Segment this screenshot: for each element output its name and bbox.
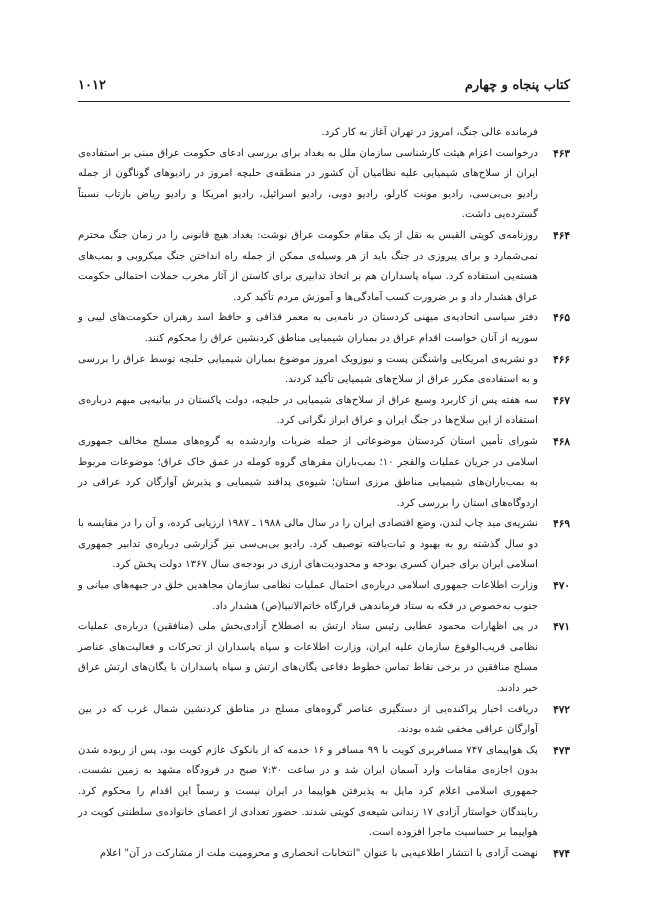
entry-text: دو نشریه‌ی امریکایی واشنگتن پست و نیوزویک امروز موضوع بمباران شیمیایی حلبچه توسط عراق را بررسی و به استفاده‌ی مکرر عراق از سلاح‌های شیمیایی تأکید کردند. bbox=[78, 353, 538, 386]
chronology-entry bbox=[78, 226, 570, 308]
entry-text: در پی اظهارات محمود عطایی رئیس ستاد ارتش به اصطلاح آزادی‌بخش ملی (منافقین) درباره‌ی عملیات نظامی قریب‌الوقوع سازمان علیه ایران، وزارت اطلاعات و سپاه پاسداران از تحرکات و فعالیت‌های عناصر مسلح منافقین در برخی نقاط تماس خطوط دفاعی یگان‌های ارتش و سپاه پاسداران با یگان‌های ارتش عراق خبر دادند. bbox=[78, 621, 538, 695]
entry-number: ۴۶۹ bbox=[553, 518, 570, 531]
entry-text: درخواست اعزام هیئت کارشناسی سازمان ملل به بغداد برای بررسی ادعای حکومت عراق مبنی بر استفاده‌ی ایران از سلاح‌های شیمیایی علیه نظامیان آن کشور در منطقه‌ی حلبچه امروز در رادیوهای گوناگون از جمله رادیو بی‌بی‌سی، رادیو مونت کارلو، رادیو دوبی، رادیو اسرائیل، رادیو امریکا و رادیو ریاض بازتاب نسبتاً گسترده‌یی داشت. bbox=[78, 147, 538, 221]
entry-text: وزارت اطلاعات جمهوری اسلامی درباره‌ی احتمال عملیات نظامی سازمان مجاهدین خلق در جبهه‌های میانی و جنوب به‌خصوص در فکه به ستاد فرماندهی قرارگاه خاتم‌الانبیا(ص) هشدار داد. bbox=[78, 580, 538, 612]
entry-number: ۴۷۴ bbox=[553, 847, 570, 860]
entry-number: ۴۷۳ bbox=[553, 744, 570, 757]
entry-text: شورای تأمین استان کردستان موضوعاتی از جمله ضربات واردشده به گروه‌های مسلح مخالف جمهوری اسلامی در جریان عملیات والفجر ۱۰؛ بمب‌باران مقرهای گروه کومله در عمق خاک عراق؛ موضوعات مربوط به بمب‌باران‌های شیمیایی مناطق مرزی استان؛ شیوه‌ی پدافند شیمیایی و پذیرش آوارگان کرد عراقی در اردوگاه‌های استان را بررسی کرد. bbox=[78, 435, 538, 509]
entry-number: ۴۶۴ bbox=[553, 229, 570, 242]
header-rule bbox=[78, 101, 570, 102]
chronology-entry bbox=[78, 391, 570, 432]
entry-text: دفتر سیاسی اتحادیه‌ی میهنی کردستان در نامه‌یی به معمر قذافی و حافظ اسد رهبران حکومت‌های لیبی و سوریه از آنان خواست اقدام عراق در بمباران شیمیایی مناطق کردنشین عراق را محکوم کنند. bbox=[78, 312, 538, 344]
chronology-entry bbox=[78, 144, 570, 226]
page-number: ۱۰۱۲ bbox=[78, 78, 106, 93]
continued-text: فرمانده عالی جنگ، امروز در تهران آغاز به کار کرد. bbox=[321, 127, 538, 138]
entry-number: ۴۷۰ bbox=[553, 580, 570, 593]
chronology-entry bbox=[78, 741, 570, 844]
entry-number: ۴۷۲ bbox=[553, 703, 570, 716]
entry-text: یک هواپیمای ۷۴۷ مسافربری کویت با ۹۹ مسافر و ۱۶ خدمه که از بانکوک عازم کویت بود، پس از ربوده شدن بدون اجازه‌ی مقامات وارد آسمان ایران شد و در ساعت ۷:۳۰ صبح در فرودگاه مشهد به زمین نشست. جمهوری اسلامی اعلام کرد مایل به پذیرفتن هواپیما در ایران نیست و رسماً این اقدام را محکوم کرد. ربایندگان خواستار آزادی ۱۷ زندانی شیعه‌ی کویتی شدند. حضور تعدادی از اعضای خانواده‌ی سلطنتی کویت در هواپیما بر حساسیت ماجرا افزوده است. bbox=[78, 744, 539, 839]
chronology-entry bbox=[78, 700, 570, 741]
entry-text: روزنامه‌ی کویتی القبس به نقل از یک مقام حکومت عراق نوشت: بغداد هیچ قانونی را در زمان جنگ محترم نمی‌شمارد و برای پیروزی در جنگ باید از هر وسیله‌ی ممکن از جمله راه انداختن جنگ میکروبی و بمب‌های هسته‌یی استفاده کرد. سپاه پاسداران هم بر اتخاذ تدابیری برای کاستن از آثار مخرب حملات احتمالی حکومت عراق هشدار داد و بر ضرورت کسب آمادگی‌ها و آموزش مردم تأکید کرد. bbox=[78, 229, 538, 303]
chronology-entry bbox=[78, 514, 570, 576]
entry-number: ۴۶۳ bbox=[553, 147, 570, 160]
chronology-entry bbox=[78, 844, 570, 865]
book-title: کتاب پنجاه و چهارم bbox=[464, 78, 570, 93]
chronology-entry bbox=[78, 617, 570, 699]
chronology-entry bbox=[78, 432, 570, 514]
entry-text: نهضت آزادی با انتشار اطلاعیه‌یی با عنوان "انتخابات انحصاری و محرومیت ملت از مشارکت در آن" اعلام bbox=[99, 847, 538, 859]
chronology-entry bbox=[78, 308, 570, 349]
chronology-entry bbox=[78, 350, 570, 391]
entry-number: ۴۶۷ bbox=[553, 394, 570, 407]
chronology-body bbox=[78, 123, 570, 864]
entry-text: سه هفته پس از کاربرد وسیع عراق از سلاح‌های شیمیایی در حلبچه، دولت پاکستان در بیانیه‌یی مبهم درباره‌ی استفاده از این سلاح‌ها در جنگ ایران و عراق ابراز نگرانی کرد. bbox=[78, 394, 538, 427]
entry-number: ۴۷۱ bbox=[553, 621, 570, 634]
entry-text: نشریه‌ی مید چاپ لندن، وضع اقتصادی ایران را در سال مالی ۱۹۸۸ ـ ۱۹۸۷ ارزیابی کرده، و آن را در مقایسه با دو سال گذشته رو به بهبود و ثبات‌یافته توصیف کرد. رادیو بی‌بی‌سی نیز گزارشی درباره‌ی تدابیر جمهوری اسلامی ایران برای جبران کسری بودجه و محدودیت‌های ارزی در بودجه‌ی سال ۱۳۶۷ دولت پخش کرد. bbox=[78, 518, 539, 571]
entry-number: ۴۶۶ bbox=[553, 353, 570, 366]
chronology-entry bbox=[78, 576, 570, 617]
entry-number: ۴۶۵ bbox=[553, 312, 570, 325]
entry-number: ۴۶۸ bbox=[553, 435, 570, 448]
entry-text: دریافت اخبار پراکنده‌یی از دستگیری عناصر گروه‌های مسلح در مناطق کردنشین شمال غرب که در بین آوارگان عراقی مخفی شده بودند. bbox=[78, 703, 538, 736]
running-header bbox=[78, 76, 570, 100]
